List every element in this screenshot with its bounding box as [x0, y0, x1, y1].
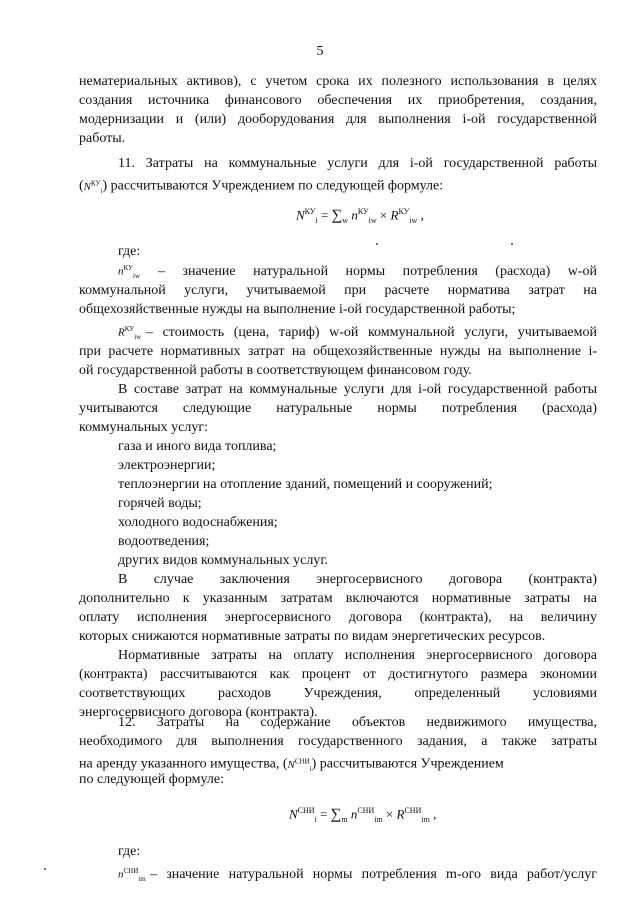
list-item: теплоэнергии на отопление зданий, помещений и сооружений; — [118, 477, 493, 492]
list-item: электроэнергии; — [118, 458, 216, 473]
list-item: других видов коммунальных услуг. — [118, 553, 329, 568]
section-11-heading: 11. Затраты на коммунальные услуги для i-ой государственной работы — [118, 156, 597, 171]
text-line: Нормативные затраты на оплату исполнения энергосервисного договора — [118, 648, 597, 663]
text-line: коммунальных услуг: — [79, 420, 208, 435]
where-label: где: — [118, 844, 141, 859]
text-line: В составе затрат на коммунальные услуги для i-ой государственной работы — [118, 382, 597, 397]
text-line: соответствующих расходов Учреждения, определенный условиями — [79, 686, 597, 701]
formula-nedvizhimost: $N^{СНИ}_i = \sum_m$ $n^{СНИ}_{im} \times R^{СНИ}_{im}$ , — [289, 806, 437, 824]
document-page: 5 нематериальных активов), с учетом срока их полезного использования в целях создания источника финансового обеспечения их приобретения, создания, модернизации и (или) дооборудования для выполнения i-ой государственной работы. 11. Затраты на коммунальные услуги для i-ой государственной работы $(N^{КУ}_i)$ рассчитываются Учреждением по следующей формуле: $N^{КУ}_i = \sum_w$ $n^{КУ}_{iw} \times R^{КУ}_{iw}$ , где: $n^{КУ}_{iw}$ – значение натуральной нормы потребления (расхода) w-ой коммунальной услуги, учитываемой при расчете норматива затрат на общехозяйственные нужды на выполнение i-ой государственной работы; $R^{КУ}_{iw}$ – стоимость (цена, тариф) w-ой коммунальной услуги, учитываемой при расчете нормативных затрат на общехозяйственные нужды на выполнение i- ой государственной работы в соответствующем финансовом году. В составе затрат на коммунальные услуги для i-ой государственной работы учитываются следующие натуральные нормы потребления (расхода) коммунальных услуг: газа и иного вида топлива; электроэнергии; теплоэнергии на отопление зданий, помещений и сооружений; горячей воды; холодного водоснабжения; водоотведения; других видов коммунальных услуг. В случае заключения энергосервисного договора (контракта) дополнительно к указанным затратам включаются нормативные затраты на оплату исполнения энергосервисного договора (контракта), на величину которых снижаются нормативные затраты по видам энергетических ресурсов. Нормативные затраты на оплату исполнения энергосервисного договора (контракта) рассчитываются как процент от достигнутого размера экономии соответствующих расходов Учреждения, определенный условиями энергосервисного договора (контракта). 12. Затраты на содержание объектов недвижимого имущества, необходимого для выполнения государственного задания, а также затраты на аренду указанного имущества, $(N^{СНИ}_i)$ рассчитываются Учреждением по следующей формуле: $N^{СНИ}_i = \sum_m$ $n^{СНИ}_{im} \times R^{СНИ}_{im}$ , где: $n^{СНИ}_{im}$ – значение натуральной нормы потребления m-ого вида работ/услуг — [0, 0, 640, 905]
text-line: модернизации и (или) дооборудования для выполнения i-ой государственной — [79, 112, 597, 127]
text-line: ой государственной работы в соответствующем финансовом году. — [79, 363, 472, 378]
text-line: дополнительно к указанным затратам включаются нормативные затраты на — [79, 591, 597, 606]
n-ku-i-symbol: $N^{КУ}_i$ — [83, 179, 103, 195]
where-label: где: — [118, 244, 141, 259]
text-line: $(N^{КУ}_i)$ рассчитываются Учреждением по следующей формуле: — [79, 178, 444, 195]
list-item: горячей воды; — [118, 496, 202, 511]
list-item: водоотведения; — [118, 534, 210, 549]
page-number: 5 — [316, 44, 324, 59]
formula-kommunal: $N^{КУ}_i = \sum_w$ $n^{КУ}_{iw} \times R^{КУ}_{iw}$ , — [296, 207, 424, 225]
text-line: создания источника финансового обеспечения их приобретения, создания, — [79, 93, 597, 108]
text-line: учитываются следующие натуральные нормы потребления (расхода) — [79, 401, 597, 416]
text-line: коммунальной услуги, учитываемой при расчете норматива затрат на — [79, 283, 597, 298]
text-line: по следующей формуле: — [79, 772, 224, 787]
list-item: холодного водоснабжения; — [118, 515, 278, 530]
text-line: на аренду указанного имущества, $(N^{СНИ}_i)$ рассчитываются Учреждением — [79, 756, 504, 773]
r-ku-iw-symbol: $R^{КУ}_{iw}$ — [118, 325, 142, 341]
text-line: (контракта) рассчитываются как процент от достигнутого размера экономии — [79, 667, 597, 682]
text-line: необходимого для выполнения государственного задания, а также затраты — [79, 734, 597, 749]
n-sni-i-symbol: $N^{СНИ}_i$ — [287, 757, 312, 773]
text-line: которых снижаются нормативные затраты по видам энергетических ресурсов. — [79, 629, 546, 644]
text-line: оплату исполнения энергосервисного договора (контракта), на величину — [79, 610, 597, 625]
list-item: газа и иного вида топлива; — [118, 439, 277, 454]
text-line: В случае заключения энергосервисного договора (контракта) — [118, 572, 597, 587]
n-sni-im-symbol: $n^{СНИ}_{im}$ — [118, 867, 146, 883]
text-line: работы. — [79, 131, 126, 146]
text-line: при расчете нормативных затрат на общехозяйственные нужды на выполнение i- — [79, 344, 597, 359]
scan-speck — [44, 868, 46, 870]
text-line: нематериальных активов), с учетом срока их полезного использования в целях — [79, 74, 597, 89]
text-line: энергосервисного договора (контракта). — [79, 705, 318, 720]
n-ku-iw-symbol: $n^{КУ}_{iw}$ — [118, 264, 140, 280]
section-12-heading: 12. Затраты на содержание объектов недвижимого имущества, — [118, 715, 597, 730]
text-line: общехозяйственные нужды на выполнение i-ой государственной работы; — [79, 302, 516, 317]
